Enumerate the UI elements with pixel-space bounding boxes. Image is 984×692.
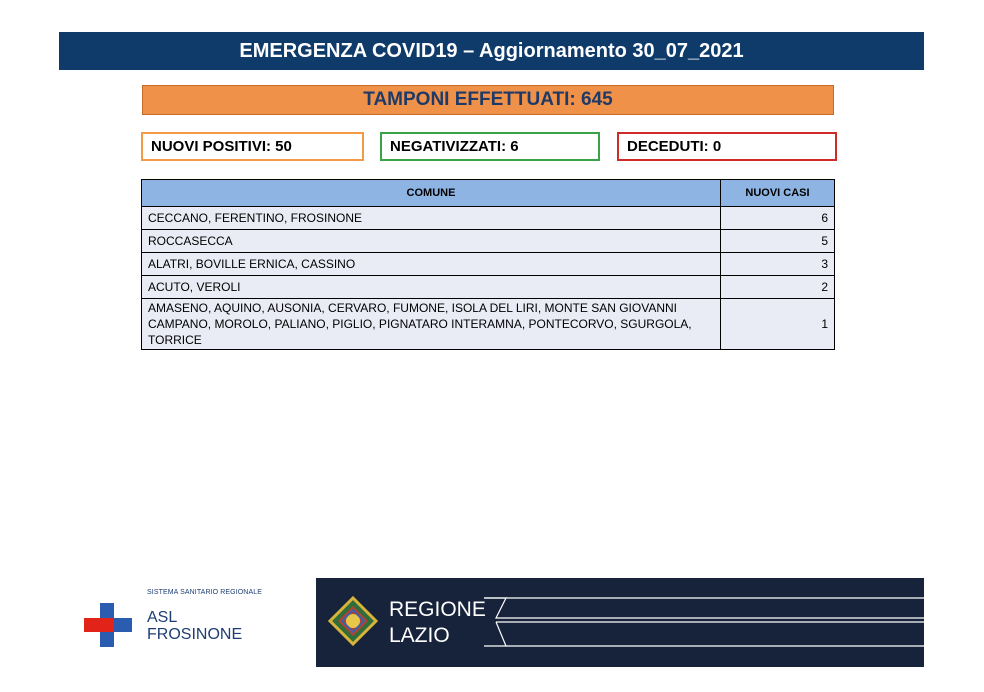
table-row <box>142 276 835 299</box>
asl-subtitle: SISTEMA SANITARIO REGIONALE <box>147 589 262 596</box>
column-header-nuovi-casi: NUOVI CASI <box>721 180 835 207</box>
nuovi-casi-cell: 2 <box>721 276 835 299</box>
asl-line1: ASL <box>147 609 178 626</box>
tamponi-banner: TAMPONI EFFETTUATI: 645 <box>142 85 834 115</box>
regione-line1: REGIONE <box>389 598 486 621</box>
table-row <box>142 253 835 276</box>
page-title: EMERGENZA COVID19 – Aggiornamento 30_07_2021 <box>59 32 924 70</box>
red-blue-cross-icon <box>84 603 132 647</box>
nuovi-casi-cell: 3 <box>721 253 835 276</box>
regione-line2: LAZIO <box>389 624 450 647</box>
negativizzati-box: NEGATIVIZZATI: 6 <box>380 132 600 161</box>
nuovi-positivi-box: NUOVI POSITIVI: 50 <box>141 132 364 161</box>
asl-name <box>147 609 242 643</box>
comune-cell: AMASENO, AQUINO, AUSONIA, CERVARO, FUMONE, ISOLA DEL LIRI, MONTE SAN GIOVANNI CAMPANO, MOROLO, PALIANO, PIGLIO, PIGNATARO INTERAMNA, PONTECORVO, SGURGOLA, TORRICE <box>142 299 721 350</box>
cases-table <box>141 179 835 350</box>
table-row <box>142 207 835 230</box>
nuovi-casi-cell: 6 <box>721 207 835 230</box>
table-row <box>142 299 835 350</box>
regione-lazio-text <box>389 597 486 649</box>
nuovi-casi-cell: 5 <box>721 230 835 253</box>
comune-cell: CECCANO, FERENTINO, FROSINONE <box>142 207 721 230</box>
asl-line2: FROSINONE <box>147 626 243 643</box>
column-header-comune: COMUNE <box>142 180 721 207</box>
deceduti-box: DECEDUTI: 0 <box>617 132 837 161</box>
comune-cell: ROCCASECCA <box>142 230 721 253</box>
lazio-coat-of-arms-icon <box>328 596 378 646</box>
table-row <box>142 230 835 253</box>
table-header-row <box>142 180 835 207</box>
nuovi-casi-cell: 1 <box>721 299 835 350</box>
comune-cell: ACUTO, VEROLI <box>142 276 721 299</box>
comune-cell: ALATRI, BOVILLE ERNICA, CASSINO <box>142 253 721 276</box>
